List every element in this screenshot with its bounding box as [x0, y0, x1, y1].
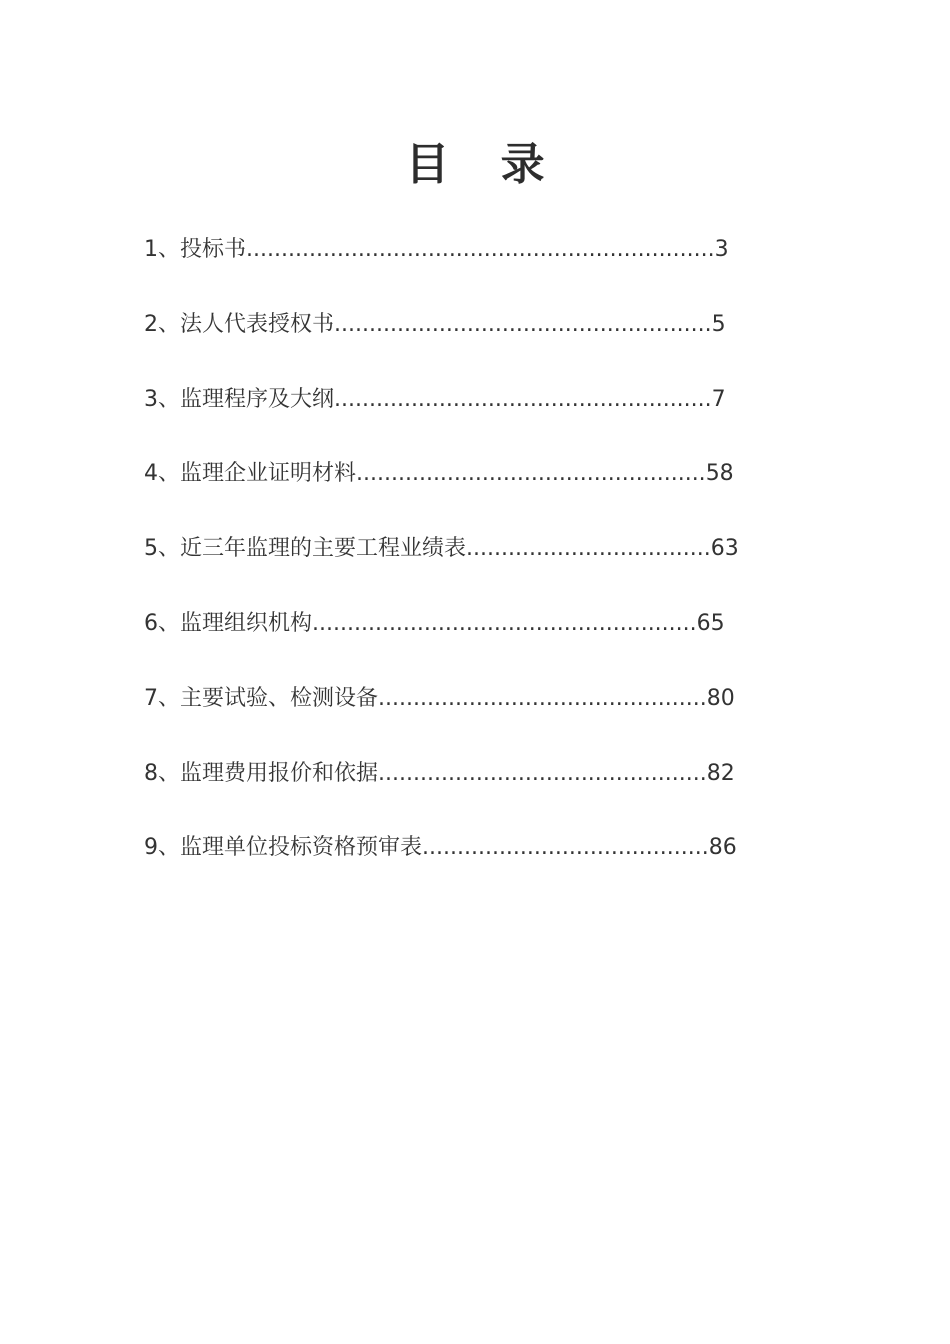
toc-entry-number: 3、: [144, 386, 180, 412]
toc-entry-text: 监理费用报价和依据: [180, 760, 379, 786]
toc-entry-number: 8、: [144, 760, 180, 786]
toc-entry-fees: [144, 749, 739, 824]
toc-entry-text: 主要试验、检测设备: [180, 685, 379, 711]
toc-entry-leader: ......................................................: [334, 386, 712, 412]
toc-entry-text: 监理组织机构: [180, 610, 313, 636]
toc-entry-page: 7: [711, 386, 726, 412]
toc-entry-page: 63: [710, 536, 739, 562]
toc-entry-number: 5、: [144, 536, 180, 562]
toc-entry-investment-letter: [144, 225, 739, 300]
toc-entry-text: 投标书: [180, 237, 247, 262]
toc-entry-number: 9、: [144, 835, 180, 861]
toc-entry-authorization: [144, 300, 739, 375]
toc-entry-leader: ..................................................: [356, 461, 706, 487]
toc-entry-text: 法人代表授权书: [180, 311, 335, 337]
toc-entry-leader: ...............................................: [378, 760, 707, 786]
toc-entry-number: 4、: [144, 461, 180, 487]
toc-entry-leader: .........................................: [422, 835, 709, 861]
toc-entry-page: 3: [714, 237, 729, 262]
toc-entry-text: 监理单位投标资格预审表: [180, 835, 423, 861]
toc-entry-number: 7、: [144, 685, 180, 711]
toc-entry-page: 86: [708, 835, 737, 861]
toc-entry-leader: ...................................................................: [246, 237, 715, 262]
toc-entry-text: 监理企业证明材料: [180, 461, 357, 487]
toc-entry-page: 58: [705, 461, 734, 487]
toc-entry-prequalification: [144, 823, 739, 898]
toc-entry-number: 1、: [144, 237, 180, 262]
toc-entry-text: 近三年监理的主要工程业绩表: [180, 536, 467, 562]
toc-entry-page: 82: [706, 760, 735, 786]
toc-entry-leader: ...................................: [466, 536, 711, 562]
table-of-contents: [144, 225, 739, 898]
toc-entry-performance: [144, 524, 739, 599]
toc-entry-leader: ......................................................: [334, 311, 712, 337]
toc-entry-certification: [144, 449, 739, 524]
toc-entry-text: 监理程序及大纲: [180, 386, 335, 412]
toc-entry-page: 5: [711, 311, 726, 337]
toc-entry-leader: ...............................................: [378, 685, 707, 711]
toc-entry-number: 6、: [144, 610, 180, 636]
toc-entry-page: 80: [706, 685, 735, 711]
toc-entry-procedure: [144, 375, 739, 450]
toc-entry-page: 65: [696, 610, 725, 636]
toc-entry-equipment: [144, 674, 739, 749]
toc-entry-organization: [144, 599, 739, 674]
toc-title: 目 录: [405, 139, 563, 190]
toc-entry-number: 2、: [144, 311, 180, 337]
toc-entry-leader: .......................................................: [312, 610, 697, 636]
